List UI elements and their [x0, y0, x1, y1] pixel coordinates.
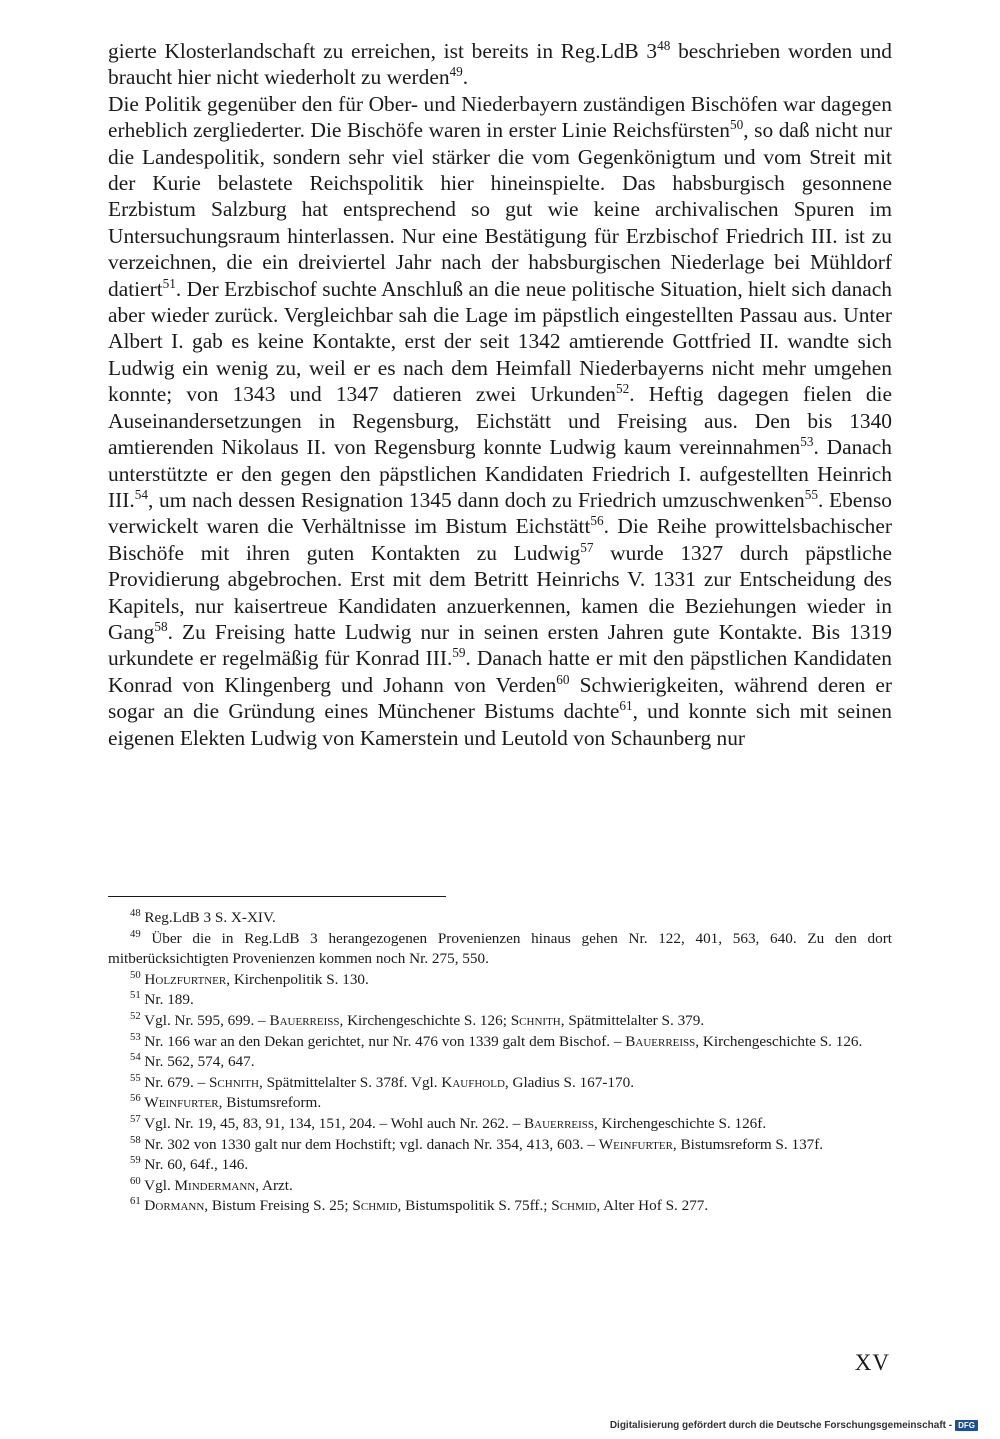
footnote-ref: 53 [800, 433, 814, 449]
text-run: Nr. 60, 64f., 146. [144, 1156, 249, 1174]
footnote-57 [108, 1114, 892, 1135]
main-text [108, 38, 892, 751]
text-run: , und konnte sich mit seinen eigenen Elekten Ludwig von Kamerstein und Leutold von Schaunberg nur [108, 699, 892, 750]
footnote-51 [108, 990, 892, 1011]
footnote-ref: 52 [615, 381, 630, 397]
author-name: Schnith [208, 1073, 259, 1091]
footnote-number: 59 [130, 1155, 141, 1167]
footnote-number: 50 [130, 969, 141, 981]
footnote-48 [108, 908, 892, 929]
text-run: gierte Klosterlandschaft zu erreichen, ist bereits in Reg.LdB 3 [108, 39, 658, 63]
footnote-number: 55 [130, 1072, 141, 1084]
footnote-52 [108, 1011, 892, 1032]
footnote-ref: 48 [657, 37, 671, 53]
footnote-number: 48 [130, 907, 141, 919]
text-run: , Spätmittelalter S. 379. [560, 1011, 705, 1029]
footnote-61 [108, 1196, 892, 1217]
author-name: Schmid [551, 1197, 597, 1215]
footnote-55 [108, 1073, 892, 1094]
author-name: Kaufhold [441, 1073, 505, 1091]
text-run: Die Politik gegenüber den für Ober- und Niederbayern zuständigen Bischöfen war dagegen erheblich zergliederter. Die Bischöfe waren in erster Linie Reichsfürsten [108, 91, 892, 143]
text-run: , Kirchengeschichte S. 126f. [594, 1114, 767, 1132]
footnote-number: 53 [130, 1031, 141, 1043]
text-run: Reg.LdB 3 S. X-XIV. [144, 909, 276, 926]
footnote-ref: 54 [134, 486, 148, 502]
footnote-ref: 55 [804, 486, 818, 502]
footnote-ref: 57 [580, 539, 594, 555]
author-name: Weinfurter [144, 1094, 219, 1112]
footnotes [108, 908, 892, 1217]
text-run: , Kirchengeschichte S. 126; [339, 1011, 511, 1029]
footnote-divider [108, 896, 446, 897]
footnote-ref: 60 [556, 671, 570, 687]
footnote-ref: 56 [590, 513, 604, 529]
text-run: , Bistumspolitik S. 75ff.; [397, 1197, 552, 1215]
footnote-53 [108, 1032, 892, 1053]
text-run: , Bistum Freising S. 25; [204, 1197, 353, 1215]
credit-text: Digitalisierung gefördert durch die Deutsche Forschungsgemeinschaft - [609, 1420, 953, 1431]
paragraph-2 [108, 91, 892, 751]
author-name: Schnith [510, 1011, 561, 1029]
text-run: Vgl. [144, 1176, 175, 1194]
text-run: . Heftig dagegen fielen die Auseinandersetzungen in Regensburg, Eichstätt und Freising aus. Den bis 1340 amtierenden Nikolaus II. von Regensburg konnte Ludwig kaum vereinnahmen [108, 382, 892, 460]
author-name: Schmid [352, 1197, 398, 1215]
text-run: , Alter Hof S. 277. [596, 1197, 709, 1215]
footnote-50 [108, 970, 892, 991]
footnote-56 [108, 1093, 892, 1114]
text-run: , Bistumsreform S. 137f. [672, 1135, 824, 1153]
text-run: Nr. 302 von 1330 galt nur dem Hochstift; vgl. danach Nr. 354, 413, 603. – [144, 1135, 599, 1153]
text-run: Über die in Reg.LdB 3 herangezogenen Provenienzen hinaus gehen Nr. 122, 401, 563, 640. Zu den dort mitberücksichtigten Provenienzen kommen noch Nr. 275, 550. [108, 929, 893, 968]
text-run: Vgl. Nr. 19, 45, 83, 91, 134, 151, 204. – Wohl auch Nr. 262. – [144, 1114, 525, 1132]
author-name: Bauerreiss [625, 1032, 696, 1050]
text-run: Nr. 679. – [144, 1073, 209, 1091]
footnote-number: 61 [130, 1196, 141, 1208]
footnote-number: 56 [130, 1093, 141, 1105]
text-run: . Der Erzbischof suchte Anschluß an die neue politische Situation, hielt sich danach aber wieder zurück. Vergleichbar sah die Lage im päpstlich eingestellten Passau aus. Unter Albert I. gab es keine Kontakte, erst der seit 1342 amtierende Gottfried II. wandte sich Ludwig ein wenig zu, weil er es nach dem Heimfall Niederbayerns nicht mehr umgehen konnte; von 1343 und 1347 datieren zwei Urkunden [108, 276, 892, 407]
digitization-credit [610, 1420, 978, 1431]
text-run: Schwierigkeiten, während deren er sogar an die Gründung eines Münchener Bistums dachte [108, 672, 892, 724]
footnote-59 [108, 1155, 892, 1176]
text-run: . Die Reihe prowittelsbachischer Bischöfe mit ihren guten Kontakten zu Ludwig [108, 514, 892, 565]
footnote-54 [108, 1052, 892, 1073]
author-name: Bauerreiss [269, 1011, 340, 1029]
footnote-58 [108, 1135, 892, 1156]
text-run: . [462, 65, 469, 90]
footnote-49 [108, 929, 892, 970]
footnote-number: 54 [130, 1052, 141, 1064]
footnote-number: 57 [130, 1113, 141, 1125]
text-run: Vgl. Nr. 595, 699. – [144, 1011, 270, 1029]
text-run: Nr. 189. [144, 991, 194, 1009]
text-run: , Bistumsreform. [218, 1094, 322, 1112]
author-name: Holzfurtner [144, 970, 227, 988]
page-body [108, 38, 892, 751]
author-name: Dormann [144, 1197, 205, 1215]
text-run: , Gladius S. 167-170. [504, 1073, 634, 1091]
text-run: . Danach hatte er mit den päpstlichen Kandidaten Konrad von Klingenberg und Johann von Verden [108, 646, 892, 697]
author-name: Mindermann [174, 1176, 256, 1194]
text-run: , so daß nicht nur die Landespolitik, sondern sehr viel stärker die vom Gegenkönigtum und vom Streit mit der Kurie belastete Reichspolitik hier hineinspielte. Das habsburgisch gesonnene Erzbistum Salzburg hat entsprechend so gut wie keine archivalischen Spuren im Untersuchungsraum hinterlassen. Nur eine Bestätigung für Erzbischof Friedrich III. ist zu verzeichnen, die ein dreiviertel Jahr nach der habsburgischen Niederlage bei Mühldorf datiert [108, 118, 892, 301]
text-run: wurde 1327 durch päpstliche Providierung abgebrochen. Erst mit dem Betritt Heinrichs V. 1331 zur Entscheidung des Kapitels, nur kaisertreue Kandidaten anzuerkennen, kamen die Beziehungen wieder in Gang [108, 540, 892, 644]
author-name: Bauerreiss [524, 1114, 595, 1132]
text-run: , um nach dessen Resignation 1345 dann doch zu Friedrich umzuschwenken [147, 487, 805, 512]
text-run: . Ebenso verwickelt waren die Verhältnisse im Bistum Eichstätt [108, 487, 892, 539]
footnote-number: 58 [130, 1134, 141, 1146]
footnote-ref: 50 [729, 117, 744, 133]
page-number: XV [854, 1350, 890, 1375]
text-run: . Zu Freising hatte Ludwig nur in seinen ersten Jahren gute Kontakte. Bis 1319 urkundete er regelmäßig für Konrad III. [108, 619, 892, 671]
text-run: , Spätmittelalter S. 378f. Vgl. [258, 1073, 442, 1091]
text-run: , Arzt. [255, 1176, 293, 1194]
footnote-number: 49 [130, 928, 141, 940]
footnote-number: 52 [130, 1010, 141, 1022]
text-run: Nr. 562, 574, 647. [144, 1053, 255, 1071]
footnote-ref: 49 [449, 64, 463, 80]
footnote-ref: 58 [154, 618, 168, 634]
footnote-ref: 51 [162, 275, 176, 291]
dfg-logo-icon: DFG [955, 1420, 978, 1431]
text-run: beschrieben worden und braucht hier nicht wiederholt zu werden [108, 39, 892, 90]
footnote-number: 51 [130, 990, 141, 1002]
text-run: . Danach unterstützte er den gegen den päpstlichen Kandidaten Friedrich I. aufgestellten Heinrich III. [108, 435, 892, 512]
text-run: , Kirchenpolitik S. 130. [226, 970, 369, 988]
footnote-ref: 61 [619, 698, 633, 714]
text-run: Nr. 166 war an den Dekan gerichtet, nur Nr. 476 von 1339 galt dem Bischof. – [144, 1032, 626, 1050]
footnote-60 [108, 1176, 892, 1197]
footnote-ref: 59 [452, 645, 466, 661]
paragraph-1 [108, 38, 892, 91]
text-run: , Kirchengeschichte S. 126. [695, 1032, 863, 1050]
author-name: Weinfurter [598, 1135, 673, 1153]
footnote-number: 60 [130, 1175, 141, 1187]
